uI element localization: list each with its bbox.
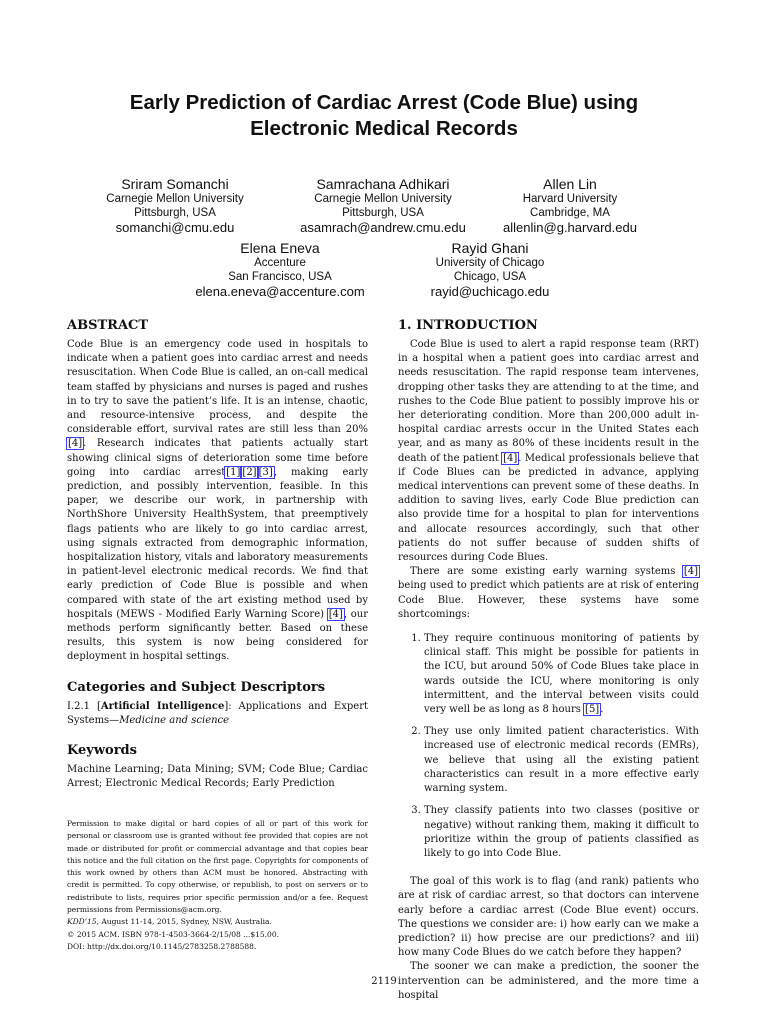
- abstract-heading: ABSTRACT: [67, 318, 149, 333]
- citation-link[interactable]: [1]: [226, 466, 241, 478]
- paper-title: [50, 90, 718, 142]
- author-location: Cambridge, MA: [530, 206, 610, 219]
- author-affiliation: University of Chicago: [435, 257, 545, 269]
- author-affiliation: Carnegie Mellon University: [106, 193, 244, 205]
- category-rest: ]: Applications and Expert Systems—: [67, 700, 368, 726]
- abstract-text-part: Code Blue is an emergency code used in hospitals to indicate when a patient goes into cardiac arrest and needs resuscitation. When Code Blue is called, an on-call medical team staffed by physicians and nurses is paged and rushes in to try to save the patient’s life. It is an intense, chaotic, and resource-intensive process, and despite the considerable effort, survival rates are still less than 20%: [67, 339, 368, 436]
- list-item: 3. They classify patients into two classes (positive or negative) without ranking them, making it difficult to prioritize within the group of patients classified as likely to go into Code Blue.: [424, 804, 699, 861]
- author-location: Pittsburgh, USA: [342, 206, 424, 219]
- citation-link[interactable]: [3]: [258, 466, 273, 478]
- author-location: Pittsburgh, USA: [134, 206, 216, 219]
- author-location: San Francisco, USA: [228, 270, 332, 283]
- categories-text: [67, 700, 368, 728]
- author-email: allenlin@g.harvard.edu: [503, 220, 637, 235]
- shortcomings-list: [398, 632, 699, 861]
- keywords-text: Machine Learning; Data Mining; SVM; Code Blue; Cardiac Arrest; Electronic Medical Records; Early Prediction: [67, 764, 368, 790]
- author-email: rayid@uchicago.edu: [430, 284, 550, 299]
- author-location: Chicago, USA: [453, 270, 527, 283]
- intro-paragraph-3: The goal of this work is to flag (and rank) patients who are at risk of cardiac arrest, so that doctors can intervene early before a cardiac arrest (Code Blue event) occurs. The questions we consider are: i) how early can we make a prediction? ii) how precise are our predictions? and iii) how many Code Blues do we catch before they happen?: [398, 876, 699, 959]
- introduction-heading: 1. INTRODUCTION: [398, 318, 538, 333]
- author-email: somanchi@cmu.edu: [115, 220, 235, 235]
- author-name: Samrachana Adhikari: [316, 176, 450, 192]
- author-affiliation: Harvard University: [522, 193, 618, 205]
- keywords-heading: Keywords: [67, 743, 137, 759]
- list-item: 2. They use only limited patient characteristics. With increased use of electronic medical records (EMRs), we believe that using all the existing patient characteristics can result in a more effective early warning system.: [424, 725, 699, 796]
- author-name: Allen Lin: [543, 176, 597, 192]
- author-block-4: [180, 240, 380, 300]
- list-item: [424, 632, 699, 717]
- categories-heading: Categories and Subject Descriptors: [67, 679, 326, 695]
- conference-name: KDD’15,: [67, 917, 99, 927]
- conference-details: August 11-14, 2015, Sydney, NSW, Australia.: [98, 917, 272, 927]
- author-block-2: [283, 176, 483, 236]
- citation-link[interactable]: [4]: [503, 452, 518, 464]
- doi-line: DOI: http://dx.doi.org/10.1145/2783258.2788588.: [67, 941, 257, 951]
- intro-paragraph-1: [398, 338, 699, 565]
- abstract-text-part: , making early prediction, and possibly intervention, feasible. In this paper, we describe our work, in partnership with NorthShore University HealthSystem, that preemptively flags patients who are likely to go into cardiac arrest, using signals extracted from demographic information, hospitalization history, vitals and laboratory measurements in patient-level electronic medical records. We find that early prediction of Code Blue is possible and when compared with state of the art existing method used by hospitals (MEWS - Modified Early Warning Score): [67, 466, 368, 620]
- intro-text-part: Code Blue is used to alert a rapid response team (RRT) in a hospital when a patient goes into cardiac arrest and needs resuscitation. The rapid response team intervenes, dropping other tasks they are attending to at the time, and rushes to the Code Blue patient to possibly improve his or her deteriorating condition. More than 200,000 adult in-hospital cardiac arrests occur in the United States each year, and as many as 80% of these incidents result in the death of the patient: [398, 339, 699, 464]
- abstract-text: [67, 338, 368, 665]
- citation-link[interactable]: [4]: [68, 438, 83, 450]
- intro-text-part: being used to predict which patients are at risk of entering Code Blue. However, these systems have some shortcomings:: [398, 580, 699, 620]
- author-name: Rayid Ghani: [451, 240, 529, 256]
- author-name: Elena Eneva: [240, 240, 320, 256]
- abstract-text-part: , our methods perform significantly better. Based on these results, this system is now being considered for deployment in hospital settings.: [67, 608, 368, 663]
- permission-block: [67, 818, 368, 953]
- category-italic: Medicine and science: [119, 714, 230, 726]
- list-item-text: They require continuous monitoring of patients by clinical staff. This might be possible for patients in the ICU, but around 50% of Code Blues take place in wards outside the ICU, where monitoring is only intermittent, and the interval between visits could very well be as long as 8 hours: [424, 633, 699, 716]
- intro-paragraph-4: The sooner we can make a prediction, the sooner the intervention can be administered, and the more time a hospital: [398, 961, 699, 1001]
- page-number: 2119: [371, 976, 397, 987]
- permission-text: Permission to make digital or hard copies of all or part of this work for personal or classroom use is granted without fee provided that copies are not made or distributed for profit or commercial advantage and that copies bear this notice and the full citation on the first page. Copyrights for components of this work owned by others than ACM must be honored. Abstracting with credit is permitted. To copy otherwise, or republish, to post on servers or to redistribute to lists, requires prior specific permission and/or a fee. Request permissions from Permissions@acm.org.: [67, 819, 368, 915]
- left-column: [67, 318, 368, 791]
- citation-link[interactable]: [2]: [242, 466, 257, 478]
- copyright-line: © 2015 ACM. ISBN 978-1-4503-3664-2/15/08 ...$15.00.: [67, 929, 279, 939]
- intro-paragraph-2: [398, 565, 699, 622]
- author-block-3: [480, 176, 660, 236]
- intro-text-part: There are some existing early warning systems: [410, 566, 683, 578]
- author-email: elena.eneva@accenture.com: [195, 284, 365, 299]
- category-bold: Artificial Intelligence: [100, 700, 225, 712]
- title-line-1: Early Prediction of Cardiac Arrest (Code Blue) using: [129, 91, 639, 114]
- author-affiliation: Accenture: [254, 257, 306, 269]
- abstract-text-part: . Research indicates that patients actually start showing clinical signs of deterioration some time before going into cardiac arrest: [67, 438, 368, 478]
- citation-link[interactable]: [4]: [328, 608, 343, 620]
- author-name: Sriram Somanchi: [121, 176, 229, 192]
- author-affiliation: Carnegie Mellon University: [314, 193, 452, 205]
- author-block-1: [85, 176, 265, 236]
- list-item-text: .: [600, 704, 604, 716]
- citation-link[interactable]: [5]: [585, 704, 600, 716]
- category-code: I.2.1 [: [67, 700, 101, 712]
- intro-text-part: . Medical professionals believe that if Code Blues can be predicted in advance, applying medical interventions can prevent some of these deaths. In addition to saving lives, early Code Blue prediction can also provide time for a hospital to plan for interventions and allocate resources accordingly, such that other patients do not suffer because of sudden shifts of resources during Code Blues.: [398, 452, 699, 564]
- right-column: [398, 318, 699, 1003]
- title-line-2: Electronic Medical Records: [250, 117, 518, 140]
- author-block-5: [400, 240, 580, 300]
- citation-link[interactable]: [4]: [683, 566, 698, 578]
- conference-line: [67, 916, 368, 928]
- author-email: asamrach@andrew.cmu.edu: [300, 220, 466, 235]
